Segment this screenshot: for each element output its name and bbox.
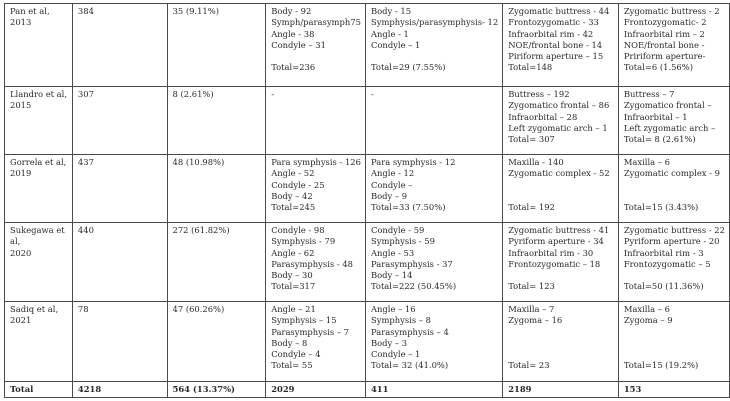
cell-line: Total=236 (271, 62, 316, 73)
cell-text: 8 (2.61%) (172, 89, 214, 99)
cell-line: Condyle – 1 (370, 39, 421, 50)
cell-line: Infraorbital – 1 (623, 111, 688, 122)
cell-line: - (370, 89, 374, 99)
study-cell (5, 223, 73, 302)
cell-line: Total= 123 (508, 281, 555, 292)
cell-line: Total= 8 (2.61%) (623, 134, 696, 145)
cell-line: Frontozygomatic – 18 (508, 258, 601, 269)
fractures-cell (167, 87, 266, 155)
cell-line: Total=33 (7.50%) (370, 202, 446, 213)
cell-line: Total=222 (50.45%) (370, 281, 457, 292)
cell-line: 2013 (10, 17, 32, 28)
cell-line: Body – 9 (370, 190, 408, 201)
total-c6-cell: 2189 (503, 382, 619, 398)
fracture-summary-table (4, 3, 730, 398)
total-label-cell: Total (5, 382, 73, 398)
cell-line: Buttress – 192 (508, 89, 570, 99)
cell-line: NOE/frontal bone - (623, 39, 705, 50)
cell-line: Infraorbital rim - 30 (508, 247, 594, 258)
table-row (5, 4, 730, 87)
midface-sites-cell (503, 223, 619, 302)
mandible-missed-cell (365, 302, 502, 382)
mandible-sites-cell (266, 155, 366, 223)
total-pct-cell: 564 (13.37%) (167, 382, 266, 398)
cell-line (624, 327, 725, 338)
cell-line: Piriform aperture – 15 (508, 51, 604, 62)
cell-line (508, 327, 614, 338)
cell-line: Zygomatic complex - 9 (623, 168, 720, 179)
cell-line (508, 191, 614, 202)
cell-line: Condyle – 31 (271, 39, 326, 50)
cell-line: Angle - 53 (370, 247, 415, 258)
table-row (5, 223, 730, 302)
mandible-sites-cell (266, 223, 366, 302)
cell-line: Condyle - 59 (370, 225, 425, 235)
cell-line: Pyriform aperture - 20 (623, 236, 720, 247)
midface-sites-cell (503, 302, 619, 382)
cell-line: Maxilla – 6 (623, 157, 670, 167)
total-patients-cell (72, 155, 167, 223)
cell-line: Left zygomatic arch – (623, 122, 716, 133)
cell-line: Para symphysis - 12 (370, 157, 456, 167)
cell-text: 307 (77, 89, 94, 99)
cell-line: Symphysis/parasymphysis- 12 (370, 17, 499, 28)
cell-line: Angle - 62 (271, 247, 315, 258)
cell-text: 78 (77, 304, 89, 314)
study-cell (5, 302, 73, 382)
cell-line: Condyle – (370, 179, 413, 190)
cell-line: Angle – 21 (271, 304, 316, 314)
cell-line: Condyle - 25 (271, 179, 325, 190)
midface-sites-cell (503, 87, 619, 155)
cell-line: Maxilla – 7 (508, 304, 555, 314)
midface-sites-cell (503, 155, 619, 223)
cell-line: Angle - 38 (271, 28, 315, 39)
cell-line: Symphysis - 59 (370, 236, 435, 247)
cell-line: Infraorbital – 28 (508, 111, 578, 122)
cell-line: Body – 14 (370, 270, 413, 281)
cell-line: Total= 192 (508, 202, 555, 213)
cell-line: Maxilla - 140 (508, 157, 564, 167)
cell-line: Symph/parasymph75 (271, 17, 361, 28)
cell-line: Pririform aperture- (623, 51, 706, 62)
total-patients-cell (72, 223, 167, 302)
cell-line: Sadiq et al, (10, 304, 59, 314)
mandible-sites-cell (266, 302, 366, 382)
cell-line: Frontozygomatic- 2 (623, 17, 707, 28)
total-patients-cell (72, 87, 167, 155)
cell-line: Gorrela et al, (10, 157, 67, 167)
cell-line: Zygomatico frontal – (623, 100, 712, 111)
cell-line: 2019 (10, 168, 32, 179)
cell-line: Angle - 12 (370, 168, 415, 179)
cell-text: 272 (61.82%) (172, 225, 230, 235)
cell-line: Symphysis – 15 (271, 315, 337, 326)
table-row (5, 87, 730, 155)
cell-line: Body – 30 (271, 270, 313, 281)
cell-line: Buttress – 7 (623, 89, 675, 99)
mandible-missed-cell (365, 4, 502, 87)
cell-line: Total=29 (7.55%) (370, 62, 446, 73)
midface-missed-cell (618, 223, 729, 302)
cell-line: Pan et al, (10, 6, 50, 16)
cell-line: 2015 (10, 100, 32, 111)
cell-line (624, 338, 725, 349)
cell-line (508, 270, 614, 281)
cell-line: Zygoma – 9 (623, 315, 673, 326)
cell-line: Symphysis – 8 (370, 315, 431, 326)
cell-line: Left zygomatic arch – 1 (508, 122, 608, 133)
cell-line: Body - 92 (271, 6, 312, 16)
total-n-cell: 4218 (72, 382, 167, 398)
mandible-missed-cell (365, 223, 502, 302)
cell-text: 48 (10.98%) (172, 157, 225, 167)
cell-line: Total=50 (11.36%) (623, 281, 704, 292)
cell-line: Infraorbital rim - 42 (508, 28, 594, 39)
table-row (5, 155, 730, 223)
mandible-sites-cell (266, 87, 366, 155)
cell-line: Total=317 (271, 281, 316, 292)
cell-text: 440 (77, 225, 94, 235)
total-c7-cell: 153 (618, 382, 729, 398)
cell-line (508, 180, 614, 191)
cell-line (624, 180, 725, 191)
cell-line: Zygomatic buttress - 44 (508, 6, 610, 16)
mandible-missed-cell (365, 87, 502, 155)
cell-line: Total=15 (19.2%) (623, 360, 699, 371)
cell-line (624, 349, 725, 360)
cell-line: Llandro et al, (10, 89, 68, 99)
cell-text: 384 (77, 6, 94, 16)
cell-line: Zygomatico frontal – 86 (508, 100, 610, 111)
cell-line: Angle – 16 (370, 304, 416, 314)
total-patients-cell (72, 302, 167, 382)
cell-line: NOE/frontal bone - 14 (508, 39, 603, 50)
cell-text: 35 (9.11%) (172, 6, 219, 16)
cell-line: Zygomatic buttress - 41 (508, 225, 610, 235)
cell-line: Body – 3 (370, 337, 408, 348)
cell-line: Condyle – 4 (271, 349, 321, 360)
cell-line (624, 191, 725, 202)
cell-line: Total= 307 (508, 134, 555, 145)
cell-text: 437 (77, 157, 94, 167)
cell-line (371, 51, 498, 62)
cell-text: 47 (60.26%) (172, 304, 225, 314)
cell-line: Para symphysis - 126 (271, 157, 361, 167)
cell-line: Infraorbital rim - 3 (623, 247, 704, 258)
total-c5-cell: 411 (365, 382, 502, 398)
cell-line: Sukegawa et (10, 225, 65, 235)
cell-line: Infraorbital rim – 2 (623, 28, 705, 39)
study-cell (5, 155, 73, 223)
cell-line: Total= 55 (271, 360, 313, 371)
cell-line: Pyriform aperture - 34 (508, 236, 604, 247)
cell-line: Body - 15 (370, 6, 412, 16)
study-cell (5, 4, 73, 87)
cell-line: Frontozygomatic - 33 (508, 17, 599, 28)
cell-line: Zygoma – 16 (508, 315, 563, 326)
cell-line: Parasymphysis - 37 (370, 258, 453, 269)
cell-line: 2021 (10, 315, 32, 326)
cell-line: Zygomatic complex - 52 (508, 168, 610, 179)
cell-line: Zygomatic buttress - 2 (623, 6, 720, 16)
total-patients-cell (72, 4, 167, 87)
cell-line: Condyle – 1 (370, 349, 421, 360)
table-row (5, 302, 730, 382)
midface-missed-cell (618, 155, 729, 223)
cell-line: Angle - 52 (271, 168, 315, 179)
cell-line: Total=245 (271, 202, 316, 213)
cell-line (271, 51, 361, 62)
mandible-sites-cell (266, 4, 366, 87)
cell-line: al, (10, 236, 21, 247)
cell-line (624, 270, 725, 281)
fractures-cell (167, 223, 266, 302)
cell-line: Total=15 (3.43%) (623, 202, 699, 213)
cell-line: Condyle - 98 (271, 225, 325, 235)
study-cell (5, 87, 73, 155)
cell-line: Maxilla – 6 (623, 304, 670, 314)
midface-missed-cell (618, 87, 729, 155)
mandible-missed-cell (365, 155, 502, 223)
cell-line: Total= 32 (41.0%) (370, 360, 449, 371)
midface-missed-cell (618, 4, 729, 87)
cell-line (508, 349, 614, 360)
cell-line: Body – 42 (271, 190, 313, 201)
fractures-cell (167, 155, 266, 223)
total-row (5, 382, 730, 398)
cell-line: Total=148 (508, 62, 553, 73)
cell-line: Frontozygomatic – 5 (623, 258, 711, 269)
cell-line: Parasymphysis - 48 (271, 258, 353, 269)
cell-line: Body – 8 (271, 337, 308, 348)
midface-missed-cell (618, 302, 729, 382)
cell-line: Symphysis - 79 (271, 236, 336, 247)
midface-sites-cell (503, 4, 619, 87)
fractures-cell (167, 302, 266, 382)
cell-line: Total=6 (1.56%) (623, 62, 693, 73)
cell-line: Zygomatic buttress - 22 (623, 225, 725, 235)
cell-line: Parasymphysis – 7 (271, 326, 350, 337)
cell-line: Total= 23 (508, 360, 550, 371)
cell-line: 2020 (10, 247, 32, 258)
cell-line: Parasymphysis – 4 (370, 326, 449, 337)
total-c4-cell: 2029 (266, 382, 366, 398)
cell-line: - (271, 89, 275, 99)
fractures-cell (167, 4, 266, 87)
cell-line: Angle - 1 (370, 28, 409, 39)
cell-line (508, 338, 614, 349)
